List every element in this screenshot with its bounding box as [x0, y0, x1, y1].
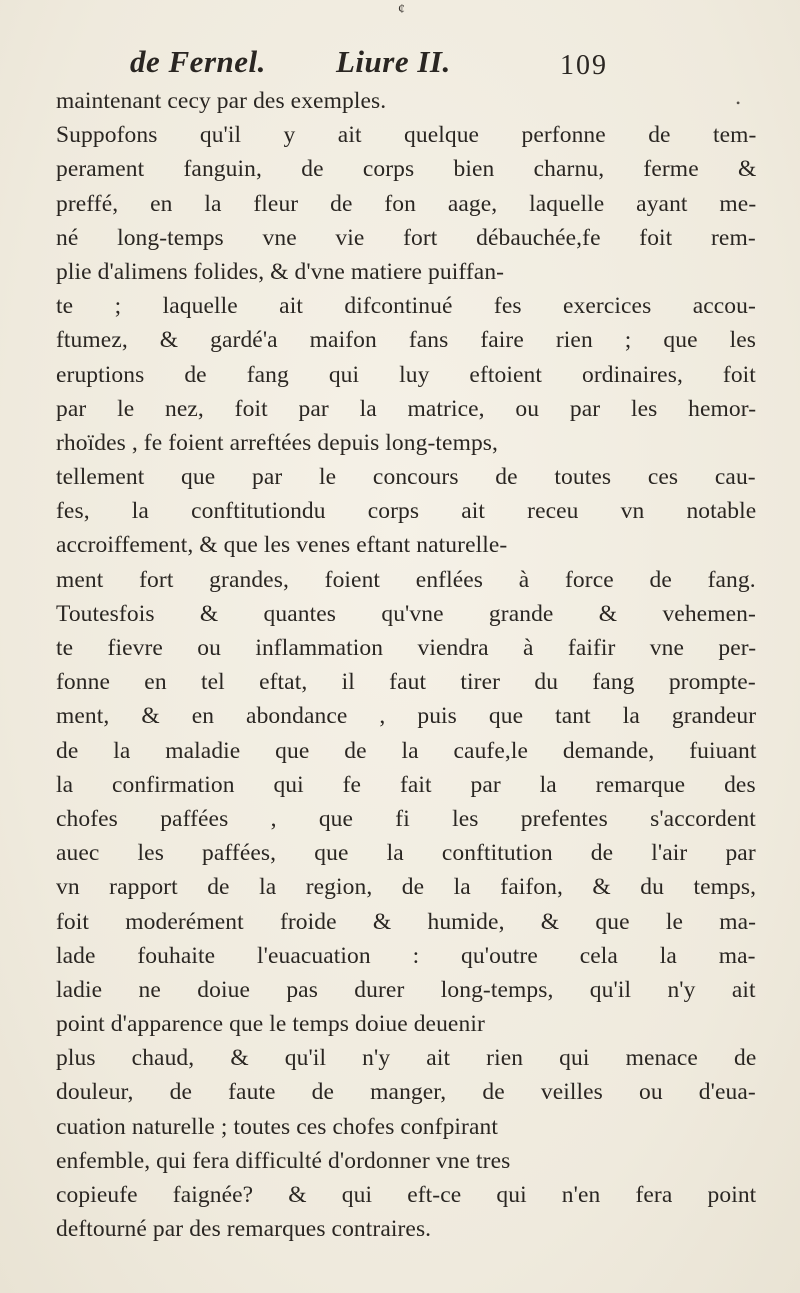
text-line: foit moderément froide & humide, & que le ma- [56, 908, 757, 935]
text-line: preffé, en la fleur de fon aage, laquelle ayant me- [56, 190, 757, 217]
text-line: par le nez, foit par la matrice, ou par les hemor- [56, 395, 757, 422]
text-line: vn rapport de la region, de la faifon, & du temps, [56, 874, 757, 901]
running-head-book: Liure II. [336, 44, 451, 79]
text-line: lade fouhaite l'euacuation : qu'outre cela la ma- [56, 942, 756, 969]
text-line: auec les paffées, que la conftitution de l'air par [56, 840, 756, 867]
text-line: fonne en tel eftat, il faut tirer du fang prompte- [56, 669, 756, 696]
text-line: plus chaud, & qu'il n'y ait rien qui menace de [56, 1045, 757, 1072]
text-line: chofes paffées , que fi les prefentes s'accordent [56, 805, 756, 832]
text-line: fes, la conftitutiondu corps ait receu vn notable [56, 498, 757, 525]
margin-mark: • [736, 96, 741, 110]
text-line: ladie ne doiue pas durer long-temps, qu'il n'y ait [56, 976, 756, 1003]
body-text [56, 84, 756, 1246]
text-line: Suppofons qu'il y ait quelque perfonne de tem- [56, 122, 757, 149]
text-line: rhoïdes , fe foient arreftées depuis long-temps, [56, 429, 499, 456]
text-line: perament fanguin, de corps bien charnu, ferme & [56, 156, 757, 183]
text-line: ftumez, & gardé'a maifon fans faire rien ; que les [56, 327, 756, 354]
text-line: ment fort grandes, foient enflées à force de fang. [56, 566, 756, 593]
text-line: enfemble, qui fera difficulté d'ordonner vne tres [56, 1147, 511, 1174]
text-line: copieufe faignée? & qui eft-ce qui n'en fera point [56, 1182, 757, 1208]
text-line: cuation naturelle ; toutes ces chofes confpirant [56, 1113, 498, 1140]
text-line: de la maladie que de la caufe,le demande, fuiuant [56, 737, 757, 764]
text-line: maintenant cecy par des exemples. [56, 88, 387, 114]
text-line: né long-temps vne vie fort débauchée,fe foit rem- [56, 224, 756, 251]
text-line: eruptions de fang qui luy eftoient ordinaires, foit [56, 361, 756, 388]
text-line: la confirmation qui fe fait par la remarque des [56, 771, 756, 798]
text-line: te ; laquelle ait difcontinué fes exercices accou- [56, 293, 756, 320]
text-line: douleur, de faute de manger, de veilles ou d'eua- [56, 1079, 756, 1106]
text-line: ment, & en abondance , puis que tant la grandeur [56, 703, 757, 730]
text-line: plie d'alimens folides, & d'vne matiere puiffan- [56, 258, 505, 285]
text-line: deftourné par des remarques contraires. [56, 1216, 432, 1243]
text-line: te fievre ou inflammation viendra à faifir vne per- [56, 635, 757, 661]
text-line: tellement que par le concours de toutes ces cau- [56, 464, 756, 491]
page-number: 109 [560, 50, 608, 81]
text-line: Toutesfois & quantes qu'vne grande & vehemen- [56, 600, 756, 627]
running-head-author: de Fernel. [130, 44, 266, 79]
text-line: point d'apparence que le temps doiue deuenir [56, 1011, 485, 1038]
text-line: accroiffement, & que les venes eftant naturelle- [56, 532, 508, 559]
top-mark: ¢ [398, 2, 405, 17]
